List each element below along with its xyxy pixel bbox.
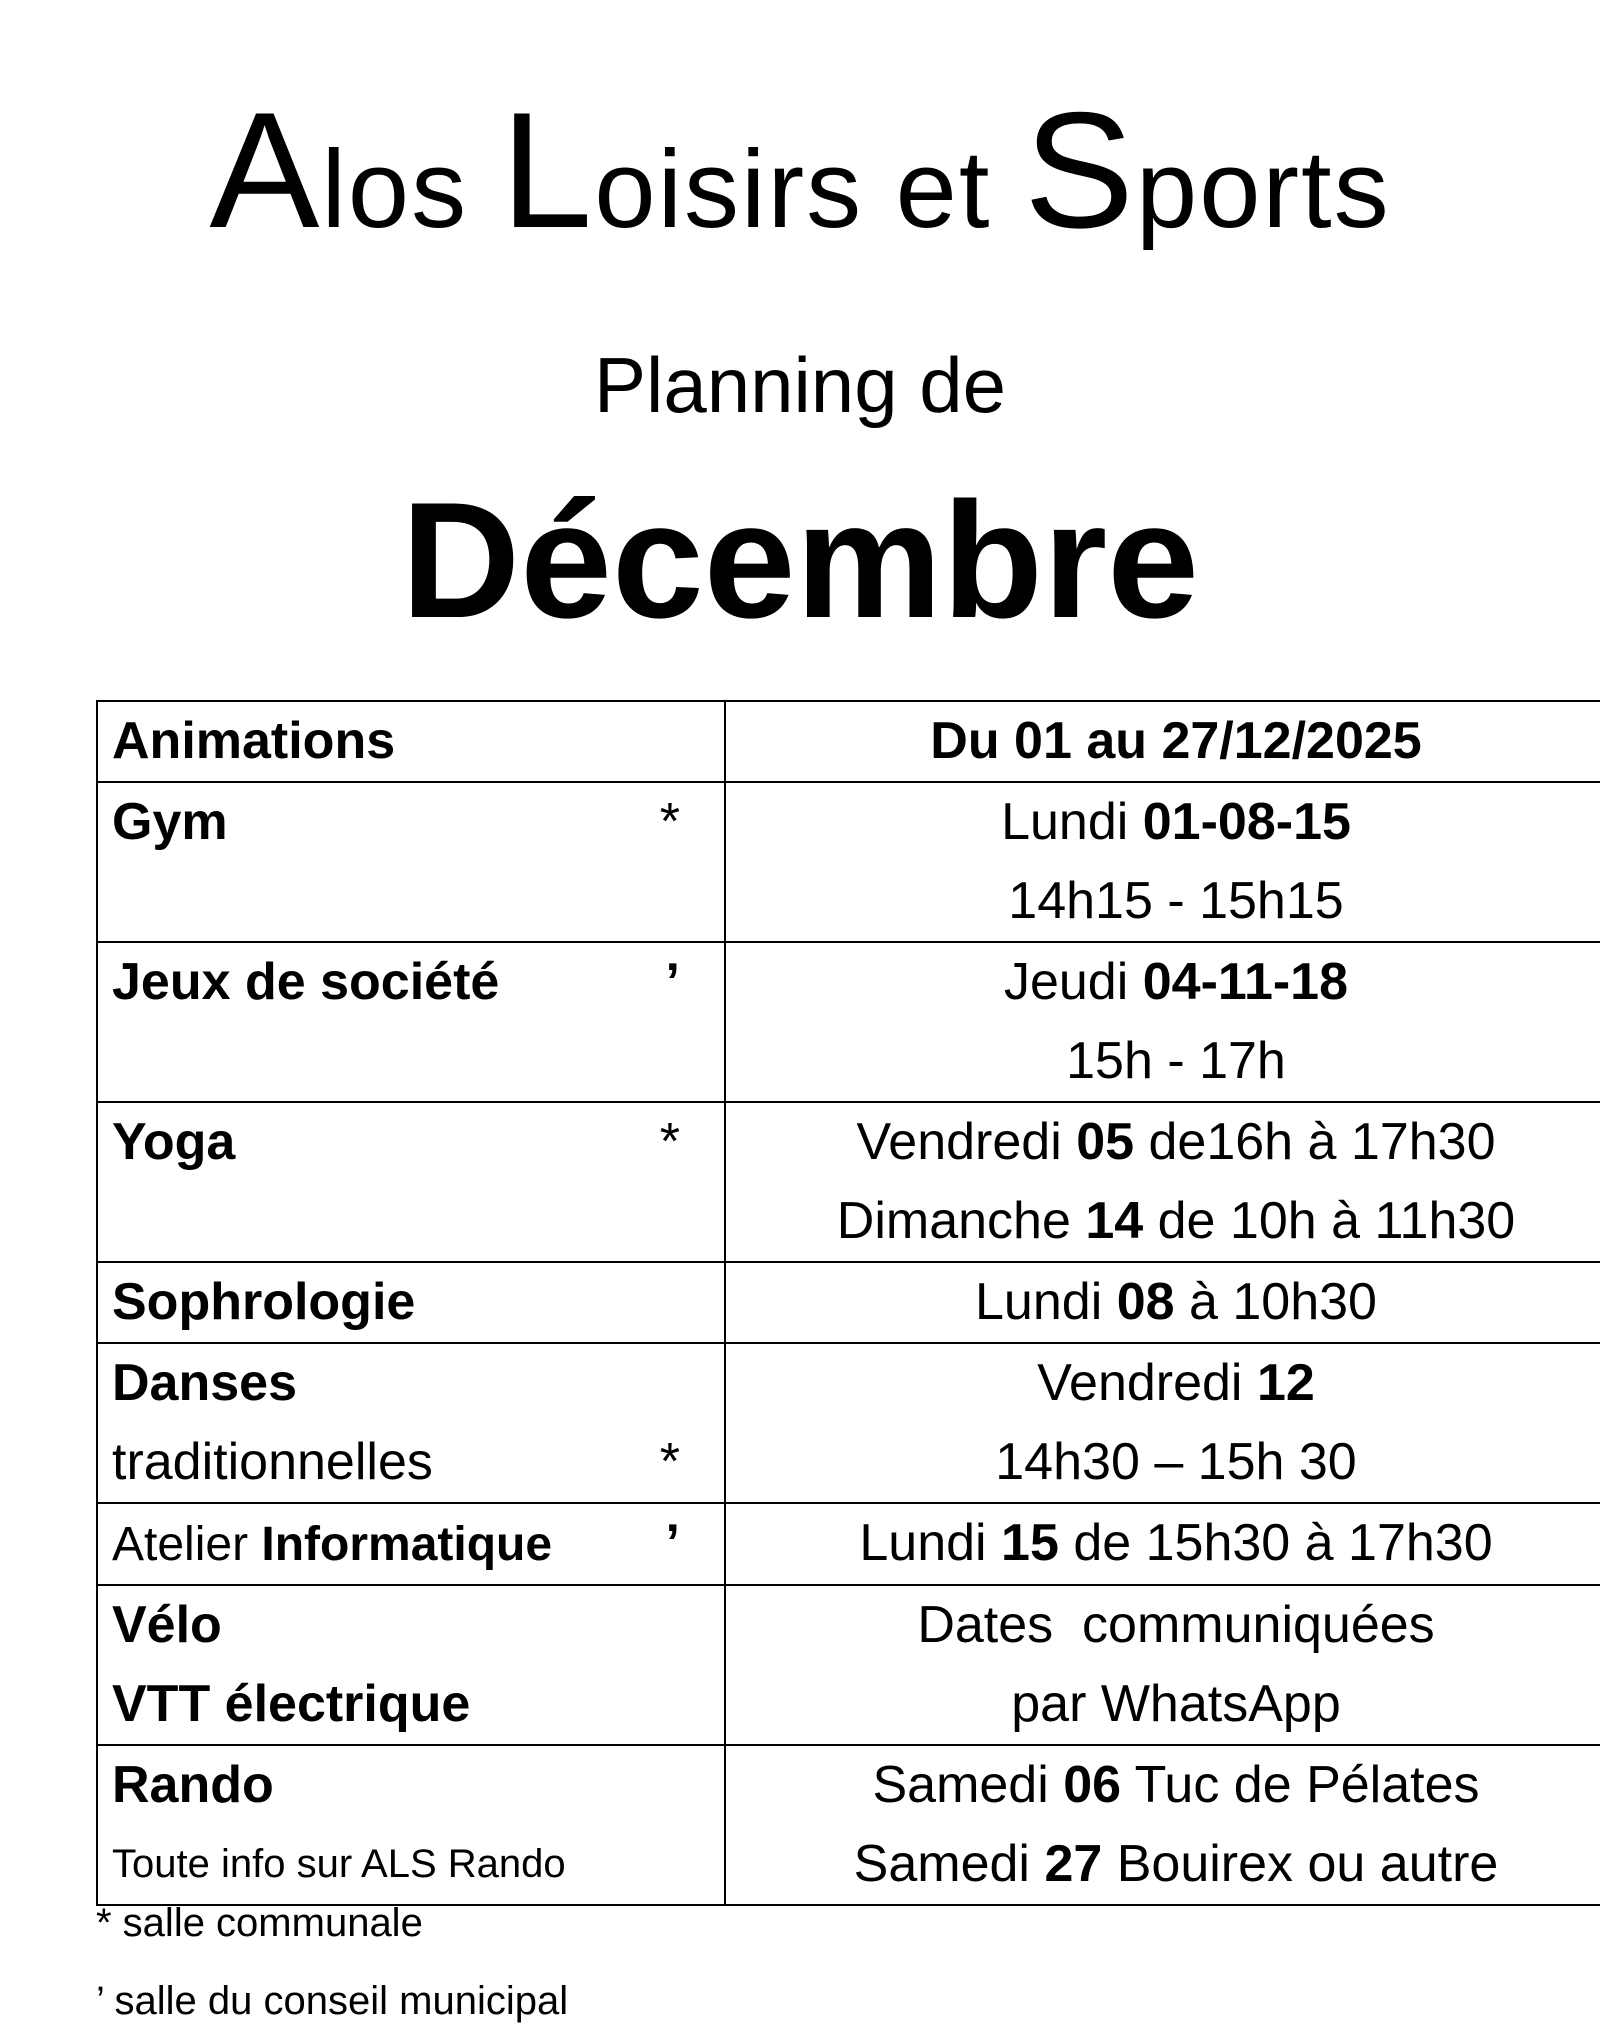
title-cap-s: S	[1023, 78, 1137, 262]
schedule-text: Samedi	[853, 1835, 1045, 1893]
header-animations: Animations	[97, 701, 725, 782]
schedule-cell	[725, 782, 1600, 942]
month-heading: Décembre	[401, 468, 1199, 652]
activity-cell	[97, 942, 725, 1102]
schedule-line	[740, 1665, 1600, 1744]
location-mark: *	[659, 1433, 680, 1491]
schedule-line	[740, 943, 1600, 1022]
schedule-cell	[725, 1745, 1600, 1905]
schedule-time: à 10h30	[1174, 1273, 1377, 1331]
schedule-cell	[725, 1262, 1600, 1343]
table-row	[97, 1585, 1600, 1745]
schedule-cell	[725, 1343, 1600, 1503]
schedule-date: 05	[1076, 1113, 1135, 1171]
schedule-text: Jeudi	[1003, 953, 1143, 1011]
title-rest-s: ports	[1136, 128, 1391, 251]
table-row	[97, 1102, 1600, 1262]
schedule-line	[740, 1344, 1600, 1423]
activity-name: Gym	[112, 793, 228, 851]
activity-name: Vélo	[112, 1596, 222, 1654]
location-mark: *	[659, 1113, 680, 1171]
schedule-time: de16h à 17h30	[1134, 1113, 1496, 1171]
schedule-date: 15	[1001, 1514, 1059, 1572]
schedule-place: Bouirex ou autre	[1102, 1835, 1499, 1893]
activity-cell	[97, 1262, 725, 1343]
schedule-date: 01-08-15	[1142, 793, 1351, 851]
table-row	[97, 1745, 1600, 1905]
location-mark: *	[659, 793, 680, 851]
activity-name: Danses	[112, 1354, 297, 1412]
schedule-text: Dates communiquées	[917, 1596, 1435, 1654]
title-cap-l: L	[500, 78, 595, 262]
table-row	[97, 1262, 1600, 1343]
schedule-text: Vendredi	[856, 1113, 1077, 1171]
schedule-line	[740, 783, 1600, 862]
title-rest-l: oisirs et	[594, 128, 1024, 251]
activity-name-bold: Informatique	[261, 1518, 553, 1571]
schedule-text: 14h30 – 15h 30	[995, 1433, 1357, 1491]
schedule-text: Lundi	[1001, 793, 1143, 851]
title-rest-a: los	[321, 128, 501, 251]
schedule-time: de 15h30 à 17h30	[1058, 1514, 1493, 1572]
activity-prefix: Atelier	[112, 1518, 262, 1571]
schedule-line	[740, 1586, 1600, 1665]
schedule-line	[740, 1103, 1600, 1182]
table-row	[97, 1343, 1600, 1503]
schedule-line	[740, 1022, 1600, 1101]
activity-name: Rando	[112, 1756, 274, 1814]
planning-table	[96, 700, 1600, 1906]
table-row	[97, 1503, 1600, 1585]
schedule-text: Dimanche	[836, 1192, 1086, 1250]
activity-name	[112, 1504, 710, 1584]
table-header-row	[97, 701, 1600, 782]
activity-cell	[97, 1585, 725, 1745]
activity-cell	[97, 1102, 725, 1262]
schedule-text: par WhatsApp	[1011, 1675, 1341, 1733]
schedule-date: 08	[1116, 1273, 1175, 1331]
legend-apostrophe-note: ’ salle du conseil municipal	[96, 1979, 569, 2023]
schedule-text: Lundi	[975, 1273, 1117, 1331]
schedule-date: 12	[1256, 1354, 1315, 1412]
subtitle: Planning de	[593, 341, 1006, 429]
schedule-date: 04-11-18	[1142, 953, 1349, 1011]
schedule-cell	[725, 1503, 1600, 1585]
schedule-line	[740, 1423, 1600, 1502]
activity-name-line2: traditionnelles	[112, 1433, 433, 1491]
location-mark: ’	[665, 1514, 680, 1572]
schedule-line	[740, 1746, 1600, 1825]
schedule-line	[740, 862, 1600, 941]
schedule-time: de 10h à 11h30	[1143, 1192, 1516, 1250]
schedule-cell	[725, 1102, 1600, 1262]
page-title	[0, 78, 1600, 265]
activity-cell	[97, 1745, 725, 1905]
activity-note: Toute info sur ALS Rando	[112, 1842, 566, 1886]
schedule-text: Vendredi	[1037, 1354, 1257, 1412]
activity-name: Sophrologie	[112, 1273, 416, 1331]
header-period: Du 01 au 27/12/2025	[725, 701, 1600, 782]
schedule-text: Samedi	[872, 1756, 1064, 1814]
activity-cell	[97, 1343, 725, 1503]
activity-name-line2: VTT électrique	[112, 1675, 471, 1733]
schedule-line	[740, 1182, 1600, 1261]
schedule-line	[740, 1825, 1600, 1904]
table-row	[97, 782, 1600, 942]
location-mark: ’	[665, 953, 680, 1011]
schedule-date: 27	[1044, 1835, 1103, 1893]
schedule-date: 06	[1063, 1756, 1122, 1814]
activity-name: Jeux de société	[112, 953, 500, 1011]
schedule-date: 14	[1085, 1192, 1144, 1250]
activity-cell	[97, 1503, 725, 1585]
schedule-text: 15h - 17h	[1066, 1032, 1286, 1090]
activity-name: Yoga	[112, 1113, 236, 1171]
schedule-place: Tuc de Pélates	[1121, 1756, 1480, 1814]
schedule-text: Lundi	[859, 1514, 1002, 1572]
table-row	[97, 942, 1600, 1102]
title-cap-a: A	[209, 78, 322, 262]
schedule-line	[740, 1263, 1600, 1342]
schedule-cell	[725, 1585, 1600, 1745]
schedule-line	[740, 1504, 1600, 1583]
activity-cell	[97, 782, 725, 942]
schedule-cell	[725, 942, 1600, 1102]
schedule-text: 14h15 - 15h15	[1008, 872, 1344, 930]
legend-star-note: * salle communale	[96, 1901, 423, 1945]
